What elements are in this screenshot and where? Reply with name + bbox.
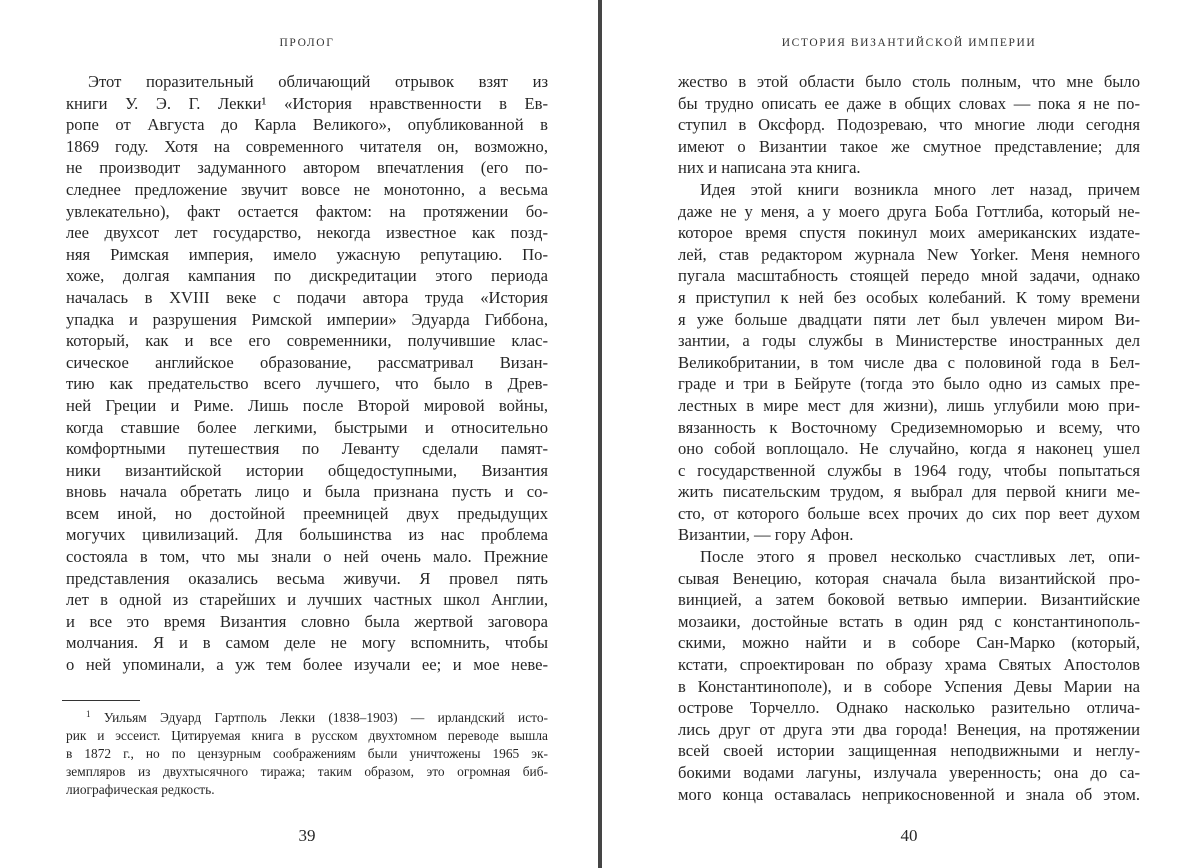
page-number: 40: [900, 826, 918, 845]
text-line: лее двухсот лет государство, некогда известное как позд-: [66, 223, 548, 243]
page-gutter-divider: [598, 0, 602, 868]
text-line: когда ставшие более легкими, быстрыми и относительно: [66, 417, 548, 437]
footnote-line: лиографическая редкость.: [66, 782, 215, 797]
text-line: комфортными путешествия по Леванту сделали памят-: [66, 439, 548, 459]
text-line: упадка и разрушения Римской империи» Эдуарда Гиббона,: [66, 309, 548, 329]
running-head: ИСТОРИЯ ВИЗАНТИЙСКОЙ ИМПЕРИИ: [781, 37, 1037, 49]
text-line: сическое английское образование, рассматривал Визан-: [66, 352, 548, 372]
text-line: граде и три в Бейруте (тогда это было одно из самых пре-: [678, 374, 1140, 394]
text-line: состояла в том, что мы знали о ней очень мало. Прежние: [66, 547, 548, 567]
text-line: хоже, долгая кампания по дискредитации этого периода: [66, 266, 548, 286]
footnote-line: рик и эссеист. Цитируемая книга в русском двухтомном переводе вышла: [66, 728, 548, 743]
text-line: кстати, спроектирован по образу храма Святых Апостолов: [678, 655, 1140, 675]
text-line: винцией, а затем боковой ветвью империи. Византийские: [678, 590, 1140, 610]
text-line: я приступил к ней без особых колебаний. К тому времени: [678, 287, 1140, 307]
footnote-divider: [62, 700, 140, 701]
text-line: ступил в Оксфорд. Подозреваю, что многие люди сегодня: [678, 115, 1140, 135]
text-line: лись друг от друга эти два города! Венеция, на протяжении: [678, 719, 1140, 739]
footnote-text: Уильям Эдуард Гартполь Лекки (1838–1903) — ирландский исто-: [103, 710, 548, 725]
text-line: бокими водами лагуны, излучала уверенность; она до са-: [678, 763, 1140, 782]
text-line: в Константинополе), и в соборе Успения Девы Марии на: [678, 676, 1140, 696]
footnote: [66, 709, 548, 799]
text-line: и все это время Византия словно была жертвой заговора: [66, 611, 548, 631]
text-line: могучих цивилизаций. Для большинства из нас проблема: [66, 525, 548, 545]
text-line: мого конца оставалась неприкосновенной и знала об этом.: [678, 784, 1140, 804]
text-line: зантии, а годы службы в Министерстве иностранных дел: [678, 331, 1140, 351]
footnote-line: в 1872 г., но по цензурным соображениям были уничтожены 1965 эк-: [66, 746, 548, 761]
footnote-marker: 1: [86, 709, 91, 719]
text-line: ней Греции и Риме. Лишь после Второй мировой войны,: [66, 395, 548, 415]
text-line: увлекательно), факт остается фактом: на протяжении бо-: [66, 201, 548, 221]
text-line: следнее предложение звучит вовсе не монотонно, а весьма: [66, 179, 548, 199]
text-line: с государственной службы в 1964 году, чтобы попытаться: [678, 460, 1140, 480]
text-line: мозаики, достойные встать в один ряд с константинополь-: [678, 611, 1140, 631]
text-line: ропе от Августа до Карла Великого», опубликованной в: [66, 115, 548, 135]
paragraph: [678, 179, 1140, 546]
text-line: о ней упоминали, а уж тем более изучали ее; и мое неве-: [66, 655, 548, 675]
text-line: скими, можно найти и в соборе Сан-Марко (который,: [678, 633, 1140, 653]
running-head: ПРОЛОГ: [279, 37, 335, 49]
text-line: лет в одной из старейших и лучших частных школ Англии,: [66, 590, 548, 610]
text-line: даже не у меня, а у моего друга Боба Готтлиба, который не-: [678, 201, 1140, 221]
text-line: которое время спустя покинул моих американских издате-: [678, 223, 1140, 243]
text-line: ники византийской истории общедоступными, Византия: [66, 460, 548, 480]
text-line: представления оказались весьма живучи. Я провел пять: [66, 568, 548, 588]
text-line: оно собой воплощало. Не случайно, когда я наконец ушел: [678, 439, 1140, 459]
text-line: сывая Венецию, которая сначала была византийской про-: [678, 568, 1140, 588]
text-line: Этот поразительный обличающий отрывок взят из: [88, 72, 548, 91]
text-line: Византии, — гору Афон.: [678, 525, 854, 545]
page-number: 39: [298, 826, 316, 845]
text-line: Идея этой книги возникла много лет назад, причем: [700, 179, 1140, 199]
text-line: всей своей истории защищенная неподвижными и неглу-: [678, 741, 1140, 761]
paragraph: [66, 71, 548, 676]
text-line: молчания. Я и в самом деле не могу вспомнить, чтобы: [66, 633, 548, 653]
text-line: вязанность к Восточному Средиземноморью и всему, что: [678, 417, 1140, 437]
body-text: [678, 71, 1140, 805]
right-page: [603, 0, 1194, 868]
text-line: имеют о Византии такое же смутное представление; для: [678, 136, 1140, 156]
text-line: который, как и все его современники, получившие клас-: [66, 331, 548, 351]
text-line: жество в этой области было столь полным, что мне было: [678, 72, 1140, 91]
text-line: не производит задуманного автором впечатления (его по-: [66, 158, 548, 178]
paragraph: [678, 546, 1140, 805]
text-line: После этого я провел несколько счастливых лет, опи-: [700, 547, 1140, 567]
text-line: началась в XVIII веке с подачи автора труда «История: [66, 287, 548, 307]
text-line: лей, став редактором журнала New Yorker. Меня немного: [678, 244, 1140, 264]
text-line: сто, от которого больше всех прочих до сих пор веет духом: [678, 503, 1140, 523]
text-line: пугала масштабность стоящей передо мной задачи, однако: [678, 266, 1140, 286]
body-text: [66, 71, 548, 676]
text-line: жить писательским трудом, я выбрал для первой книги ме-: [678, 482, 1140, 502]
text-line: тию как предательство всего лучшего, что было в Древ-: [66, 374, 548, 394]
text-line: вновь начала обретать лицо и была признана пусть и со-: [66, 482, 548, 502]
footnote-line: земпляров из двухтысячного тиража; таким образом, это огромная биб-: [66, 764, 548, 779]
text-line: бы трудно описать ее даже в общих словах — пока я не по-: [678, 93, 1140, 113]
text-line: 1869 году. Хотя на современного читателя он, возможно,: [66, 136, 548, 156]
text-line: Великобритании, в том числе два с половиной года в Бел-: [678, 352, 1140, 372]
text-line: них и написана эта книга.: [678, 158, 861, 178]
paragraph: [678, 71, 1140, 179]
text-line: книги У. Э. Г. Лекки¹ «История нравственности в Ев-: [66, 93, 548, 113]
text-line: всем иной, но достойной преемницей двух предыдущих: [66, 503, 548, 523]
text-line: я уже больше двадцати пяти лет был увлечен миром Ви-: [678, 309, 1140, 329]
text-line: лестных в мире мест для жизни), лишь углубили мою при-: [678, 395, 1140, 415]
text-line: острове Торчелло. Однако насколько разительно отлича-: [678, 698, 1140, 718]
footnote-line: [66, 709, 548, 727]
text-line: няя Римская империя, имело ужасную репутацию. По-: [66, 244, 548, 264]
